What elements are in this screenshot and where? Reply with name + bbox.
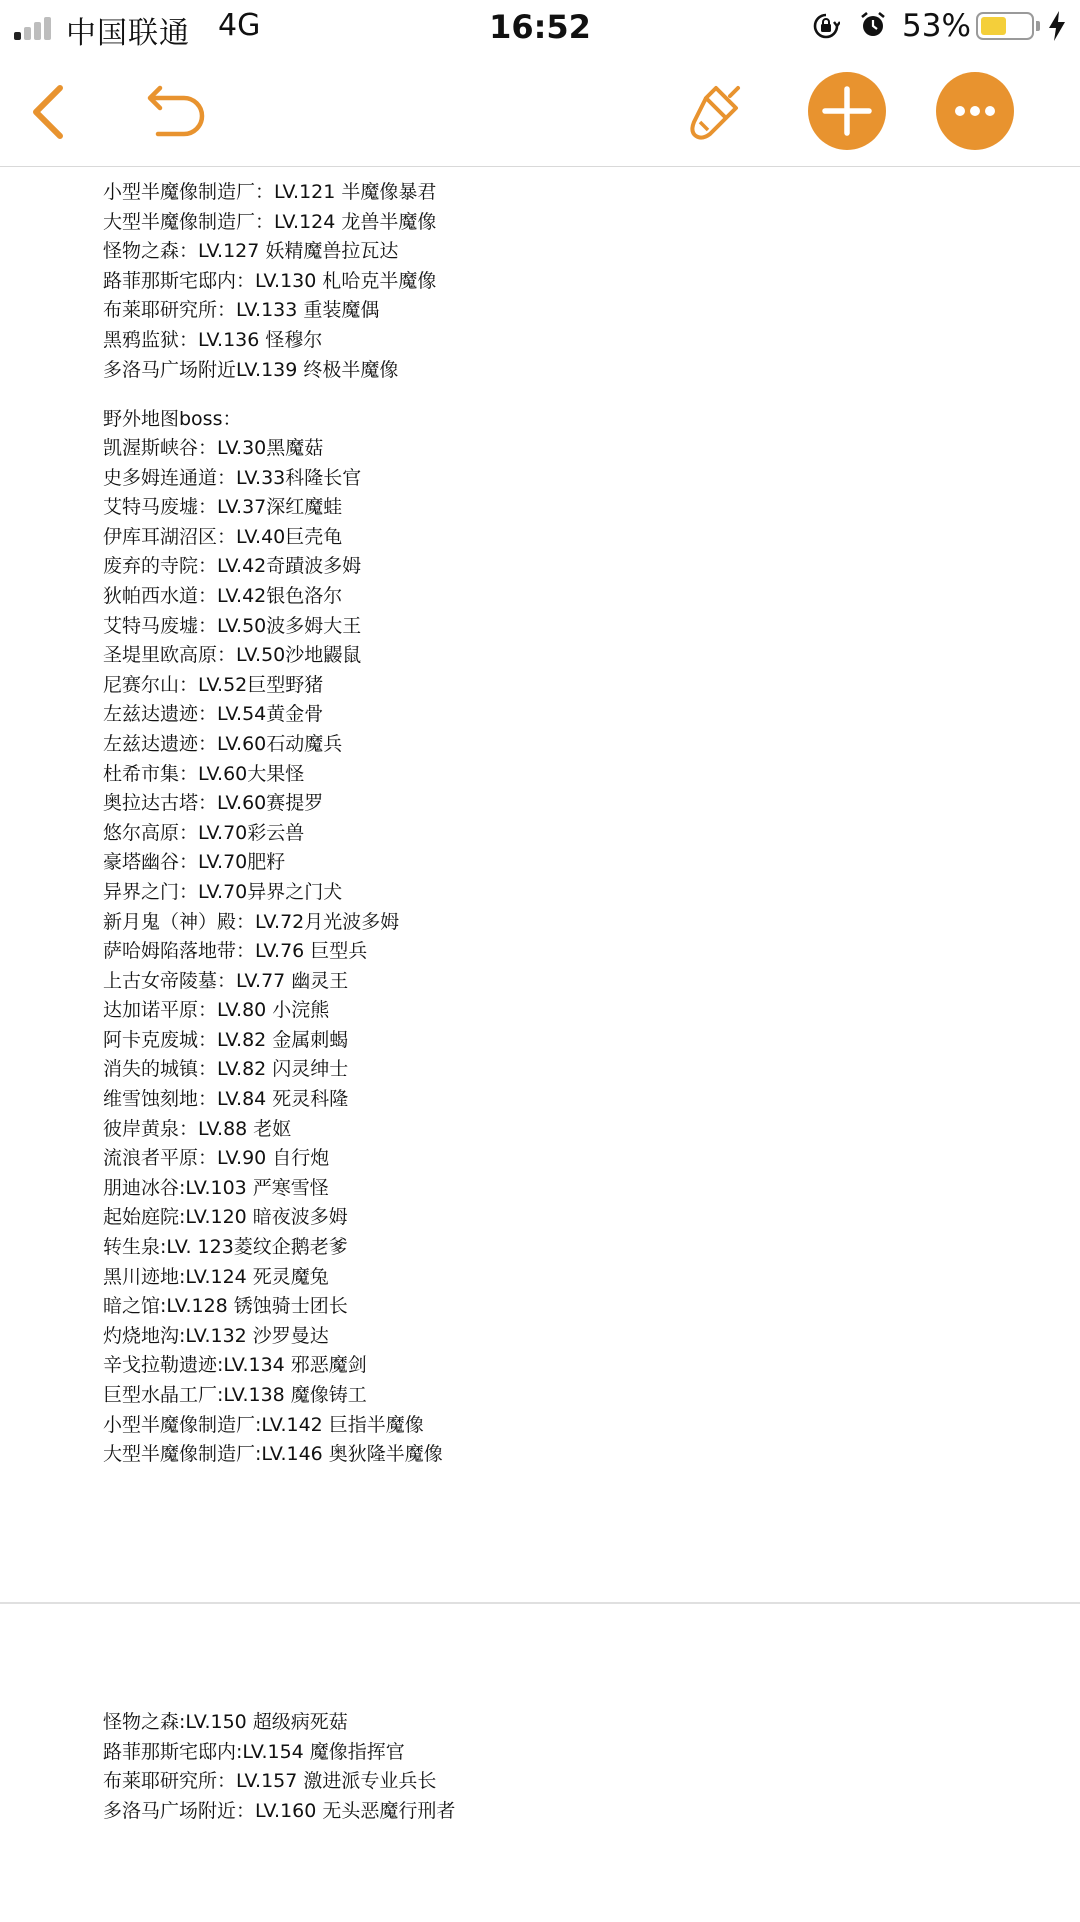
plus-icon [808,72,886,150]
text-line: 流浪者平原：LV.90 自行炮 [103,1147,330,1170]
text-line: 布莱耶研究所：LV.157 激进派专业兵长 [103,1770,437,1793]
section-page2 [103,1708,455,1826]
text-line: 艾特马废墟：LV.37深红魔蛙 [103,496,343,519]
text-line: 布莱耶研究所：LV.133 重装魔偶 [103,299,380,322]
text-line: 多洛马广场附近：LV.160 无头恶魔行刑者 [103,1799,456,1822]
text-line: 路菲那斯宅邸内：LV.130 札哈克半魔像 [103,269,437,292]
text-line: 异界之门：LV.70异界之门犬 [103,880,343,903]
text-line: 杜希市集：LV.60大果怪 [103,762,305,785]
text-line: 黑鸦监狱：LV.136 怪穆尔 [103,328,323,351]
text-line: 萨哈姆陷落地带：LV.76 巨型兵 [103,940,368,963]
battery-nub [1036,21,1040,31]
text-line: 消失的城镇：LV.82 闪灵绅士 [103,1058,349,1081]
brush-icon [686,82,744,142]
text-line: 路菲那斯宅邸内:LV.154 魔像指挥官 [103,1740,405,1763]
editor-toolbar [0,54,1080,167]
text-line: 凯渥斯峡谷：LV.30黑魔菇 [103,437,324,459]
document-page[interactable] [0,167,1080,1601]
text-line: 圣堤里欧高原：LV.50沙地鼹鼠 [103,644,362,667]
undo-icon [146,84,208,140]
text-line: 小型半魔像制造厂:LV.142 巨指半魔像 [103,1413,424,1436]
text-line: 大型半魔像制造厂：LV.124 龙兽半魔像 [103,210,437,233]
carrier-name: 中国联通 [66,16,190,51]
text-line: 小型半魔像制造厂：LV.121 半魔像暴君 [103,181,437,203]
text-line: 大型半魔像制造厂:LV.146 奥狄隆半魔像 [103,1443,443,1466]
battery-icon [976,12,1034,40]
text-line: 新月鬼（神）殿：LV.72月光波多姆 [103,910,400,933]
more-icon [936,72,1014,150]
undo-button[interactable] [146,84,208,140]
format-brush-button[interactable] [686,82,744,142]
section-heading: 野外地图boss： [103,408,242,430]
more-options-button[interactable] [936,72,1014,150]
section-field-bosses [103,434,443,1470]
text-line: 达加诺平原：LV.80 小浣熊 [103,999,330,1022]
text-line: 阿卡克废城：LV.82 金属刺蝎 [103,1028,349,1051]
text-line: 狄帕西水道：LV.42银色洛尔 [103,584,343,607]
text-line: 起始庭院:LV.120 暗夜波多姆 [103,1206,348,1229]
alarm-icon [858,10,888,40]
text-line: 尼赛尔山：LV.52巨型野猪 [103,673,324,696]
text-line: 奥拉达古塔：LV.60赛提罗 [103,792,324,815]
text-line: 巨型水晶工厂:LV.138 魔像铸工 [103,1384,367,1406]
battery-percentage: 53% [902,8,971,44]
text-line: 史多姆连通道：LV.33科隆长官 [103,466,362,489]
text-line: 辛戈拉勒遗迹:LV.134 邪恶魔剑 [103,1354,367,1377]
section-instance-bosses [103,178,436,385]
status-time: 16:52 [489,8,591,46]
back-button[interactable] [28,82,68,142]
text-line: 黑川迹地:LV.124 死灵魔兔 [103,1265,329,1288]
network-type: 4G [218,8,261,43]
add-button[interactable] [808,72,886,150]
text-line: 灼烧地沟:LV.132 沙罗曼达 [103,1324,329,1347]
text-line: 伊库耳湖沼区：LV.40巨壳龟 [103,525,343,548]
text-line: 左兹达遗迹：LV.54黄金骨 [103,703,324,726]
text-line: 废弃的寺院：LV.42奇蹟波多姆 [103,555,362,578]
text-line: 上古女帝陵墓：LV.77 幽灵王 [103,969,349,992]
text-line: 转生泉:LV. 123菱纹企鹅老爹 [103,1236,348,1259]
text-line: 朋迪冰谷:LV.103 严寒雪怪 [103,1176,329,1199]
back-icon [28,82,68,142]
text-line: 左兹达遗迹：LV.60石动魔兵 [103,732,343,755]
text-line: 豪塔幽谷：LV.70肥籽 [103,851,286,874]
status-bar [0,0,1080,54]
text-line: 怪物之森：LV.127 妖精魔兽拉瓦达 [103,240,399,263]
text-line: 暗之馆:LV.128 锈蚀骑士团长 [103,1295,348,1318]
rotation-lock-icon [812,12,840,40]
text-line: 维雪蚀刻地：LV.84 死灵科隆 [103,1088,349,1111]
text-line: 彼岸黄泉：LV.88 老妪 [103,1117,292,1140]
text-line: 艾特马废墟：LV.50波多姆大王 [103,614,362,637]
text-line: 多洛马广场附近LV.139 终极半魔像 [103,358,399,381]
charging-icon [1046,10,1068,42]
document-page-2[interactable] [0,1602,1080,1922]
text-line: 怪物之森:LV.150 超级病死菇 [103,1711,348,1733]
text-line: 悠尔高原：LV.70彩云兽 [103,821,305,844]
